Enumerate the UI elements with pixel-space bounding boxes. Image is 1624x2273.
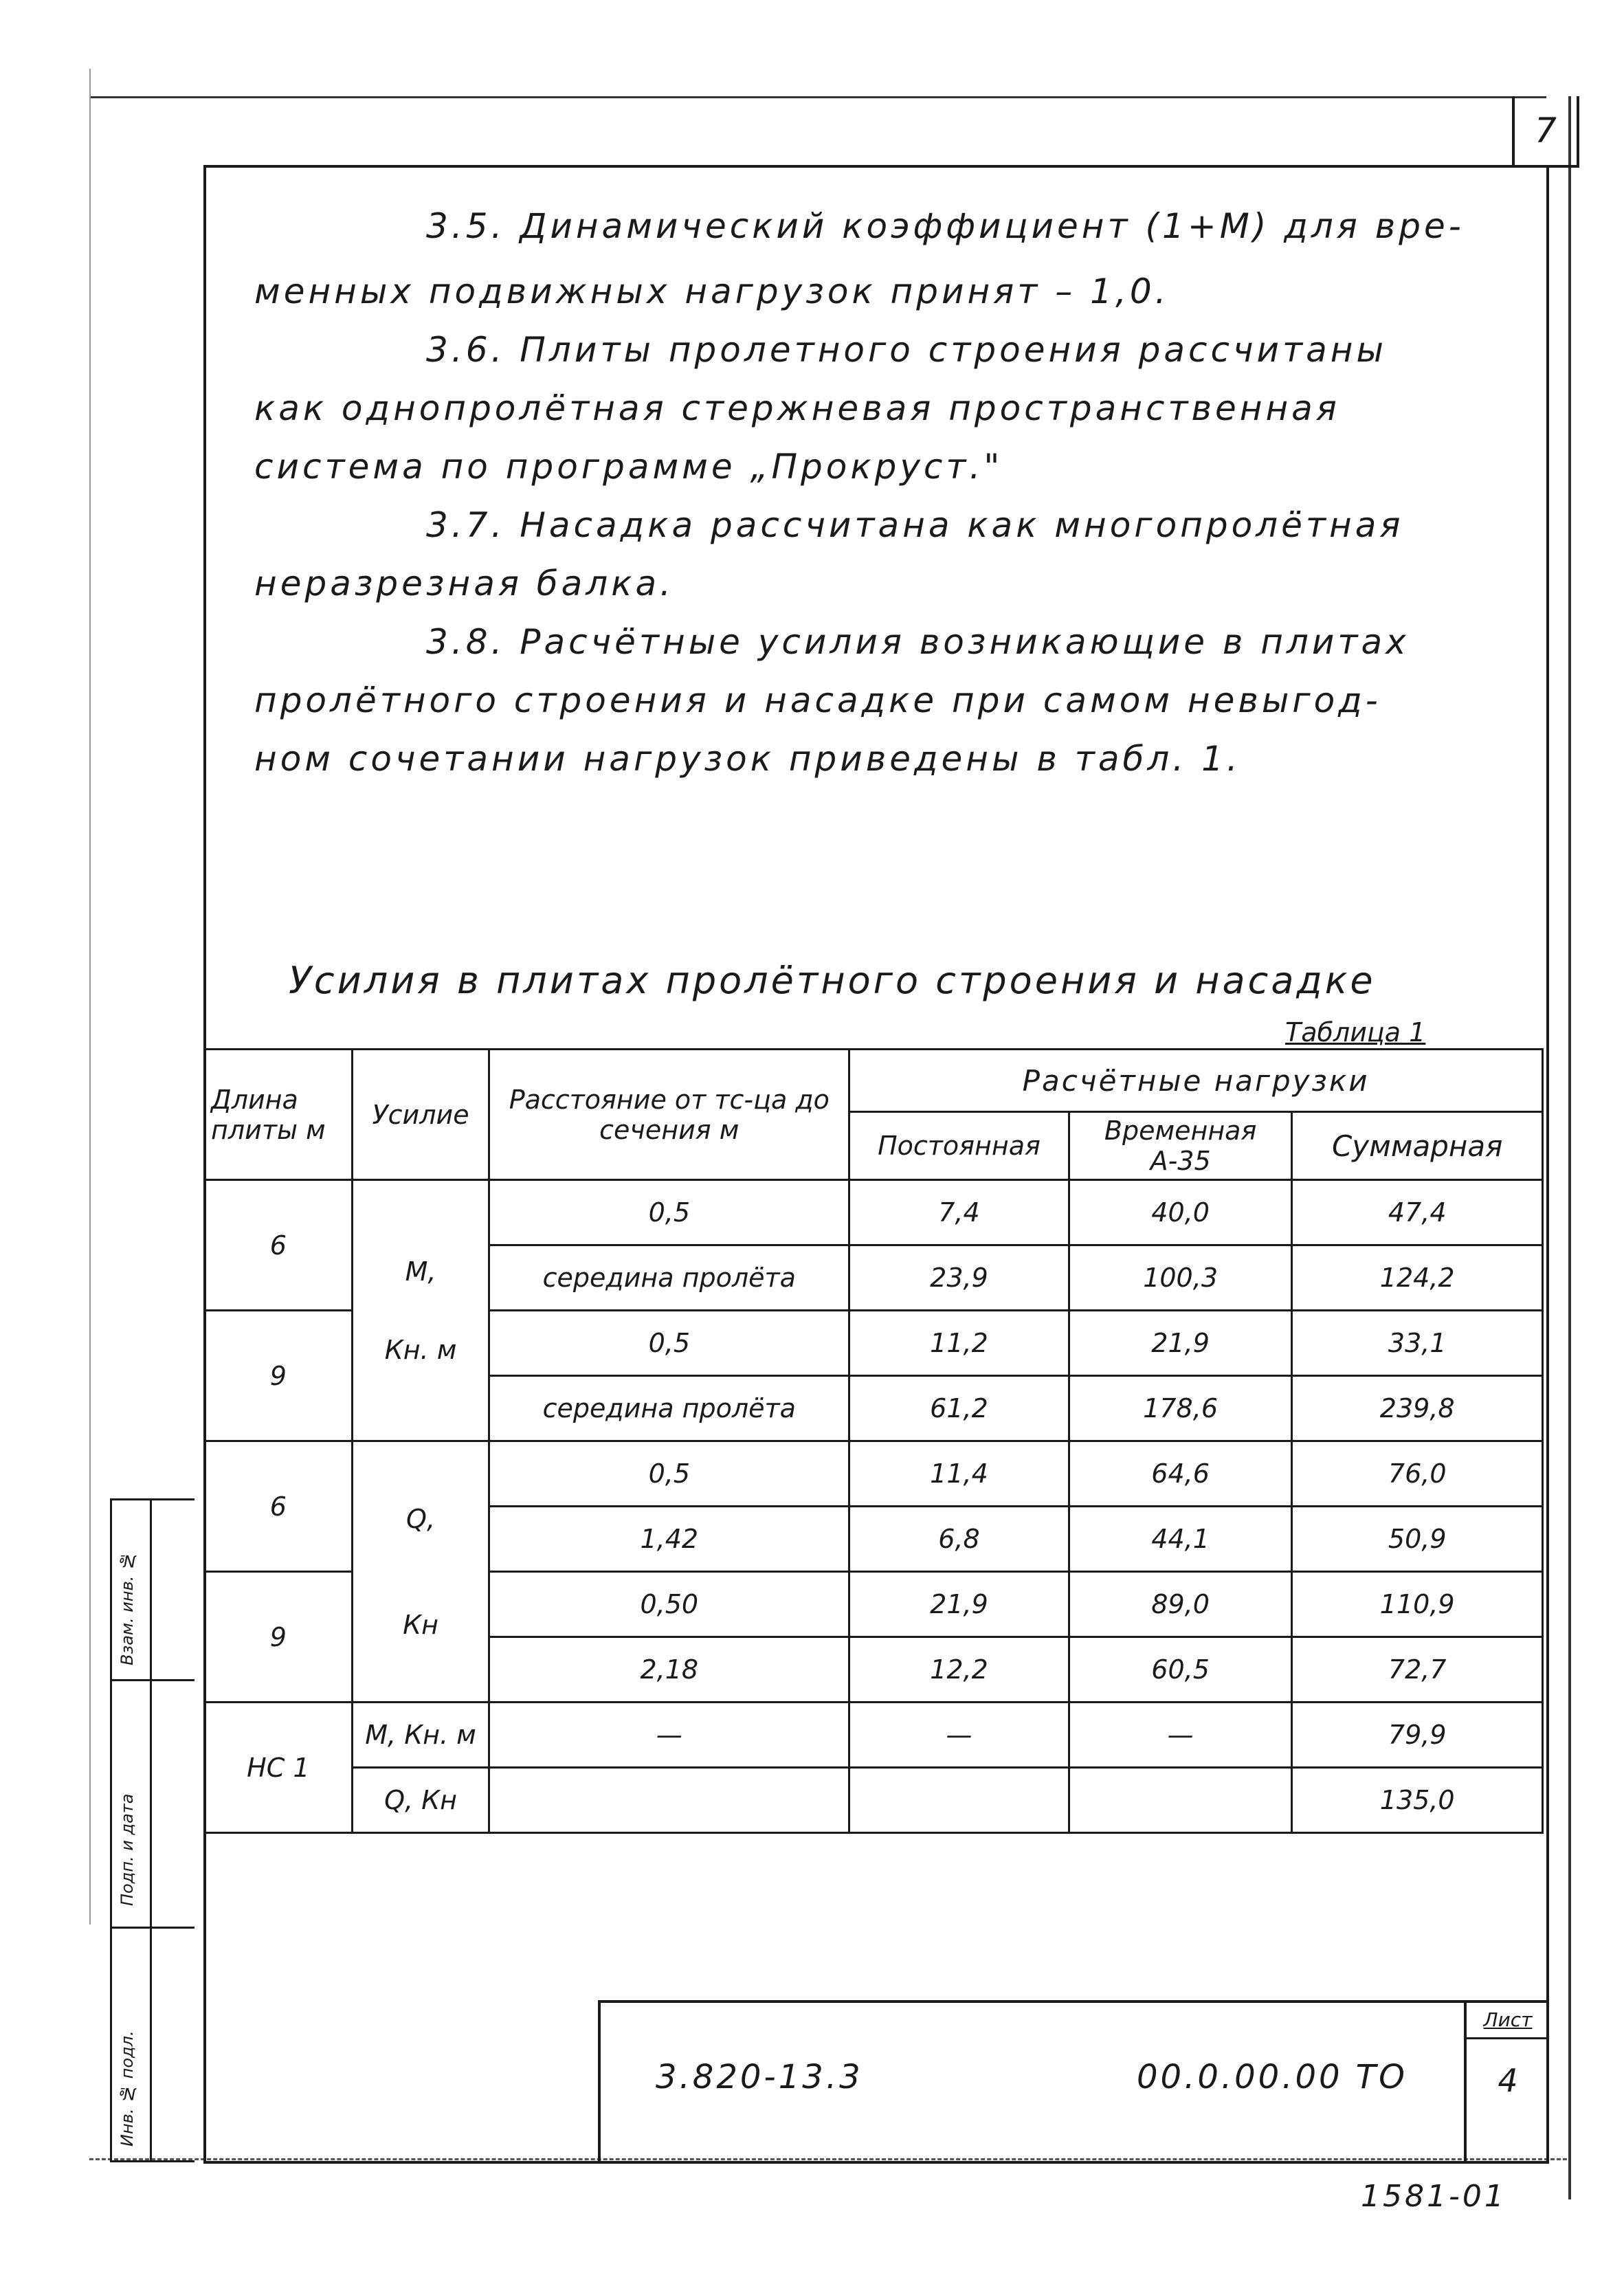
- total-cell: 76,0: [1292, 1441, 1543, 1507]
- header-distance: Расстояние от тс-ца до сечения м: [489, 1050, 849, 1180]
- force-cell: Q, Кн: [352, 1768, 489, 1833]
- temporary-cell: 40,0: [1069, 1180, 1292, 1245]
- para-3-6-line-3: система по программе „Прокруст.": [254, 447, 1003, 487]
- permanent-cell: [849, 1768, 1069, 1833]
- force-cell: [352, 1180, 489, 1441]
- left-binding-line: [89, 69, 91, 1925]
- table-row: [205, 1441, 1543, 1507]
- sheet-box: [1464, 2003, 1549, 2161]
- table-title: Усилия в плитах пролётного строения и насадке: [289, 959, 1376, 1002]
- distance-cell: середина пролёта: [489, 1376, 849, 1441]
- side-stamp-hline-1: [112, 1679, 194, 1681]
- distance-cell: 0,5: [489, 1441, 849, 1507]
- permanent-cell: 11,4: [849, 1441, 1069, 1507]
- para-3-5-line-1: 3.5. Динамический коэффициент (1+М) для вре-: [426, 206, 1465, 246]
- permanent-cell: —: [849, 1703, 1069, 1768]
- length-cell: 9: [205, 1572, 353, 1703]
- distance-cell: 0,5: [489, 1311, 849, 1376]
- para-3-6-line-1: 3.6. Плиты пролетного строения рассчитаны: [426, 330, 1387, 370]
- force-cell: [352, 1441, 489, 1703]
- total-cell: 79,9: [1292, 1703, 1543, 1768]
- table-row: [205, 1703, 1543, 1768]
- page-number-box: [1512, 96, 1579, 168]
- side-label-replace: Взам. инв. №: [118, 1551, 137, 1665]
- permanent-cell: 21,9: [849, 1572, 1069, 1637]
- temporary-cell: 60,5: [1069, 1637, 1292, 1703]
- distance-cell: 2,18: [489, 1637, 849, 1703]
- total-cell: 47,4: [1292, 1180, 1543, 1245]
- total-cell: 50,9: [1292, 1507, 1543, 1572]
- total-cell: 72,7: [1292, 1637, 1543, 1703]
- distance-cell: середина пролёта: [489, 1245, 849, 1311]
- force-unit: Кн. м: [384, 1334, 457, 1365]
- force-unit: Кн: [403, 1609, 438, 1640]
- permanent-cell: 7,4: [849, 1180, 1069, 1245]
- side-label-inv: Инв. № подл.: [118, 2030, 137, 2147]
- forces-table: [203, 1048, 1544, 1834]
- distance-cell: 0,5: [489, 1180, 849, 1245]
- permanent-cell: 12,2: [849, 1637, 1069, 1703]
- page-number: 7: [1535, 111, 1557, 151]
- side-stamp-divider: [150, 1500, 152, 2160]
- temporary-cell: 100,3: [1069, 1245, 1292, 1311]
- para-3-6-line-2: как однопролётная стержневая пространственная: [254, 388, 1340, 428]
- table-label: Таблица 1: [1285, 1017, 1426, 1047]
- length-cell: 6: [205, 1441, 353, 1572]
- right-frame-line: [1568, 96, 1571, 2199]
- permanent-cell: 6,8: [849, 1507, 1069, 1572]
- temporary-cell: 89,0: [1069, 1572, 1292, 1637]
- total-cell: 135,0: [1292, 1768, 1543, 1833]
- length-cell: 9: [205, 1311, 353, 1441]
- permanent-cell: 11,2: [849, 1311, 1069, 1376]
- force-cell: М, Кн. м: [352, 1703, 489, 1768]
- para-3-7-line-2: неразрезная балка.: [254, 564, 674, 603]
- archive-number: 1581-01: [1361, 2179, 1506, 2214]
- length-cell: 6: [205, 1180, 353, 1311]
- header-loads-group: Расчётные нагрузки: [849, 1050, 1543, 1112]
- side-stamp: [110, 1498, 194, 2162]
- document-code: 00.0.00.00 ТО: [1137, 2058, 1408, 2096]
- distance-cell: —: [489, 1703, 849, 1768]
- temporary-cell: 44,1: [1069, 1507, 1292, 1572]
- force-label: Q,: [406, 1503, 436, 1534]
- distance-cell: [489, 1768, 849, 1833]
- drawing-code: 3.820-13.3: [656, 2058, 863, 2096]
- para-3-8-line-1: 3.8. Расчётные усилия возникающие в плитах: [426, 622, 1410, 662]
- table-row: [205, 1768, 1543, 1833]
- sheet-label: Лист: [1467, 2003, 1549, 2039]
- distance-cell: 1,42: [489, 1507, 849, 1572]
- temporary-cell: —: [1069, 1703, 1292, 1768]
- temporary-cell: 64,6: [1069, 1441, 1292, 1507]
- total-cell: 239,8: [1292, 1376, 1543, 1441]
- top-frame-line: [89, 96, 1546, 98]
- distance-cell: 0,50: [489, 1572, 849, 1637]
- header-temporary: Временная А-35: [1069, 1112, 1292, 1180]
- para-3-5-line-2: менных подвижных нагрузок принят – 1,0.: [254, 271, 1170, 311]
- total-cell: 110,9: [1292, 1572, 1543, 1637]
- header-total: Суммарная: [1292, 1112, 1543, 1180]
- force-label: М,: [405, 1256, 436, 1287]
- permanent-cell: 61,2: [849, 1376, 1069, 1441]
- temporary-cell: 21,9: [1069, 1311, 1292, 1376]
- length-cell: НС 1: [205, 1703, 353, 1833]
- side-label-sign: Подп. и дата: [118, 1793, 137, 1906]
- table-row: [205, 1180, 1543, 1245]
- header-length: Длина плиты м: [205, 1050, 353, 1180]
- para-3-8-line-3: ном сочетании нагрузок приведены в табл. 1.: [254, 739, 1241, 779]
- permanent-cell: 23,9: [849, 1245, 1069, 1311]
- title-block: [598, 2000, 1546, 2161]
- para-3-7-line-1: 3.7. Насадка рассчитана как многопролётная: [426, 505, 1404, 545]
- total-cell: 33,1: [1292, 1311, 1543, 1376]
- side-stamp-hline-2: [112, 1927, 194, 1929]
- para-3-8-line-2: пролётного строения и насадке при самом невыгод-: [254, 680, 1381, 720]
- temporary-cell: [1069, 1768, 1292, 1833]
- total-cell: 124,2: [1292, 1245, 1543, 1311]
- header-force: Усилие: [352, 1050, 489, 1180]
- temporary-cell: 178,6: [1069, 1376, 1292, 1441]
- header-permanent: Постоянная: [849, 1112, 1069, 1180]
- sheet-number: 4: [1498, 2062, 1518, 2099]
